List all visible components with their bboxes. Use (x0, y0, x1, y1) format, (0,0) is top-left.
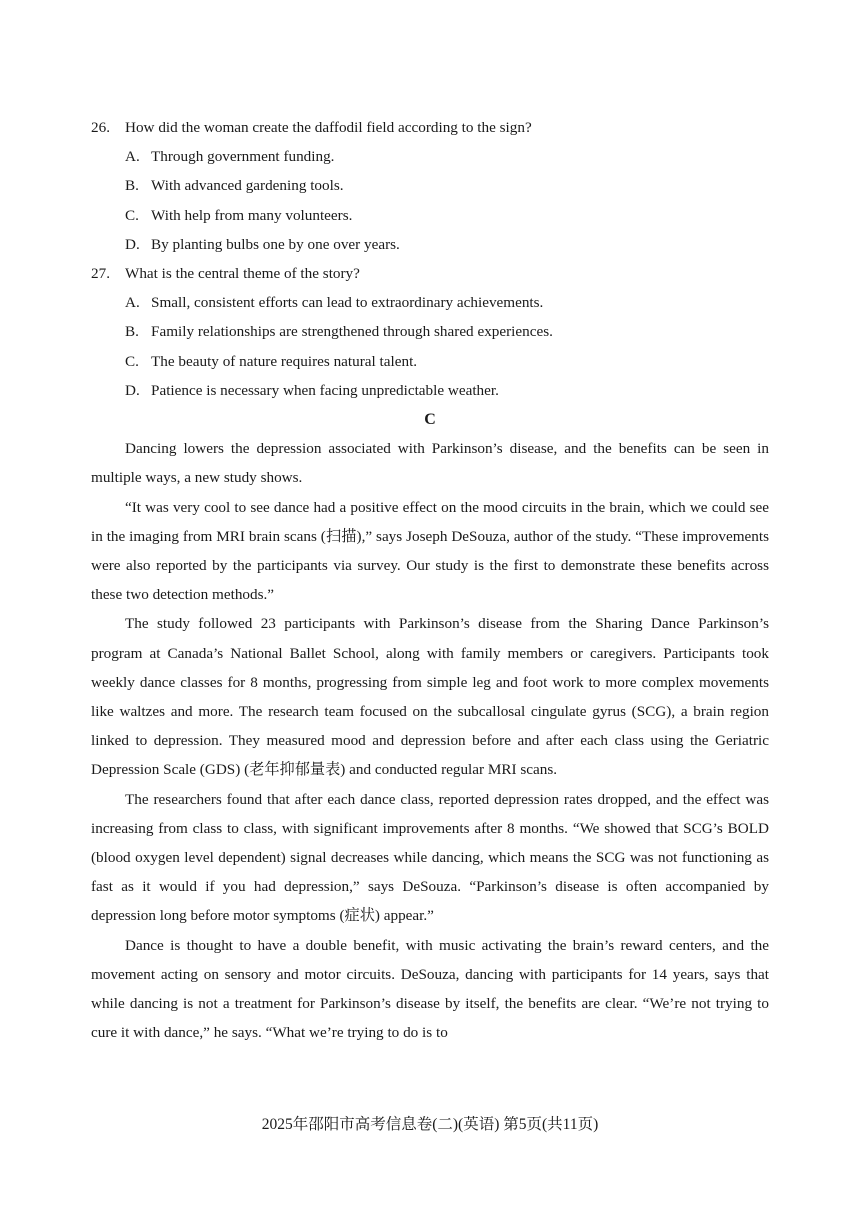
passage-paragraph: Dance is thought to have a double benefit, with music activating the brain’s reward centers, and the movement acting on sensory and motor circuits. DeSouza, dancing with participants for 14 years, says that while dancing is not a treatment for Parkinson’s disease by itself, the benefits are clear. “We’re not trying to cure it with dance,” he says. “What we’re trying to do is to (91, 936, 769, 1042)
option-text: Through government funding. (151, 148, 335, 166)
option-letter: C. (125, 352, 139, 370)
option-letter: B. (125, 177, 139, 195)
question-stem-line (91, 113, 769, 142)
option-b (91, 317, 769, 346)
option-text: With advanced gardening tools. (151, 177, 344, 195)
section-title: C (424, 411, 436, 429)
option-letter: B. (125, 323, 139, 341)
option-letter: D. (125, 381, 140, 399)
option-text: The beauty of nature requires natural talent. (151, 352, 418, 370)
option-c (91, 347, 769, 376)
page-content (91, 113, 769, 1048)
passage-paragraph: “It was very cool to see dance had a positive effect on the mood circuits in the brain, which we could see in the imaging from MRI brain scans (扫描),” says Joseph DeSouza, author of the study. “These improvements were also reported by the participants via survey. Our study is the first to demonstrate these benefits across these two detection methods.” (91, 498, 769, 604)
option-letter: C. (125, 206, 139, 224)
passage-paragraph: Dancing lowers the depression associated with Parkinson’s disease, and the benefits can be seen in multiple ways, a new study shows. (91, 440, 769, 487)
passage-paragraph: The researchers found that after each dance class, reported depression rates dropped, and the effect was increasing from class to class, with significant improvements after 8 months. “We showed that SCG’s BOLD (blood oxygen level dependent) signal decreases while dancing, which means the SCG was not functioning as fast as it would if you had depression,” says DeSouza. “Parkinson’s disease is often accompanied by depression long before motor symptoms (症状) appear.” (91, 790, 769, 925)
passage-paragraph: The study followed 23 participants with Parkinson’s disease from the Sharing Dance Parkinson’s program at Canada’s National Ballet School, along with family members or caregivers. Participants took weekly dance classes for 8 months, progressing from simple leg and foot work to more complex movements like waltzes and more. The research team focused on the subcallosal cingulate gyrus (SCG), a brain region linked to depression. They measured mood and depression before and after each class using the Geriatric Depression Scale (GDS) (老年抑郁量表) and conducted regular MRI scans. (91, 615, 769, 779)
question-26 (91, 113, 769, 259)
option-text: Small, consistent efforts can lead to extraordinary achievements. (151, 294, 544, 312)
option-a (91, 142, 769, 171)
question-number: 26. (91, 119, 110, 136)
option-text: Patience is necessary when facing unpredictable weather. (151, 381, 499, 399)
page-footer: 2025年邵阳市高考信息卷(二)(英语) 第5页(共11页) (261, 1116, 599, 1133)
option-a (91, 288, 769, 317)
option-d (91, 376, 769, 405)
question-stem-line (91, 259, 769, 288)
question-stem: What is the central theme of the story? (125, 265, 360, 283)
option-letter: D. (125, 235, 140, 253)
option-b (91, 171, 769, 200)
option-text: With help from many volunteers. (151, 206, 353, 224)
option-letter: A. (125, 294, 140, 312)
question-stem: How did the woman create the daffodil field according to the sign? (125, 119, 532, 136)
option-text: By planting bulbs one by one over years. (151, 235, 400, 253)
question-number: 27. (91, 265, 110, 283)
option-c (91, 201, 769, 230)
option-letter: A. (125, 148, 140, 166)
option-text: Family relationships are strengthened through shared experiences. (151, 323, 553, 341)
question-27 (91, 259, 769, 405)
option-d (91, 230, 769, 259)
